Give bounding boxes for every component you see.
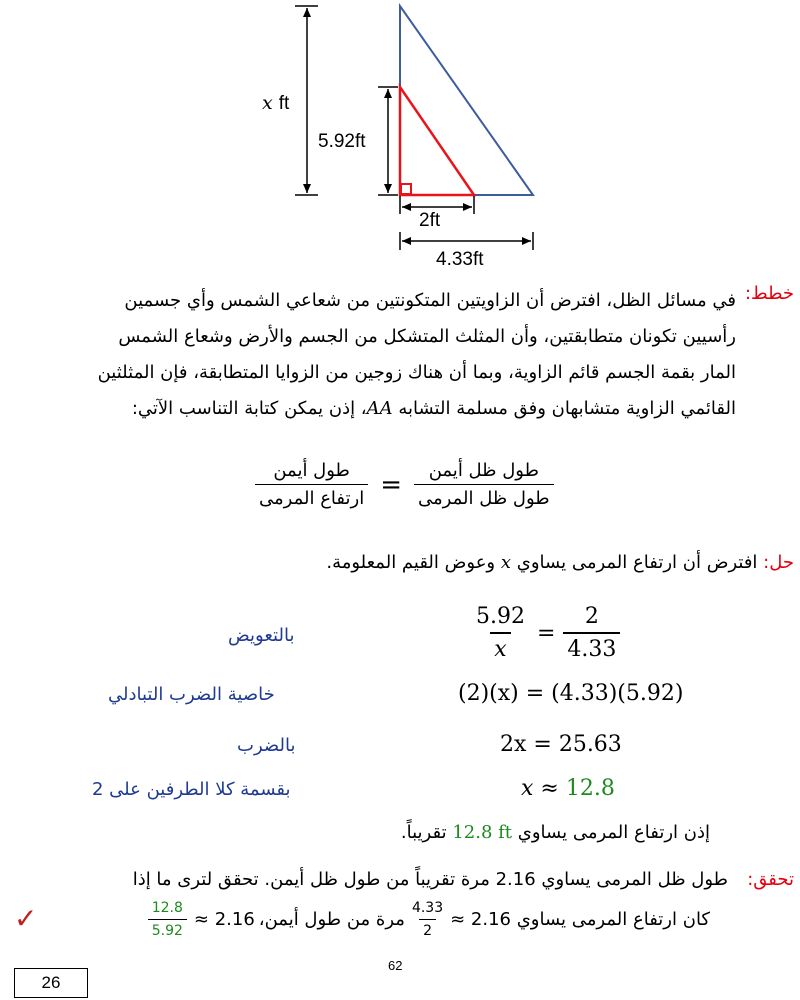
conclusion-line [401, 822, 710, 843]
small-triangle [400, 87, 474, 195]
plan-line-4 [6, 391, 736, 427]
step4-equation [521, 776, 615, 801]
solve-text-b: وعوض القيم المعلومة. [326, 552, 496, 573]
plan-line-1: في مسائل الظل، افترض أن الزاويتين المتكونتين من شعاعي الشمس وأي جسمين [124, 290, 736, 311]
step4-expr-a: x ≈ [521, 776, 566, 801]
plan-line-2: رأسيين تكونان متطابقتين، وأن المثلث المتشكل من الجسم والأرض وشعاع الشمس [118, 326, 736, 347]
label-433ft: 4.33ft [436, 249, 484, 270]
conclusion-value: 12.8 ft [452, 822, 513, 843]
step2-equation: (2)(x) = (4.33)(5.92) [458, 681, 684, 706]
large-triangle [400, 6, 533, 195]
check-frac2-num: 12.8 [151, 900, 183, 916]
label-2ft: 2ft [419, 210, 441, 231]
plan-line-4-text: القائمي الزاوية متشابهان وفق مسلمة التشابه [398, 398, 736, 419]
plan-line-4-end: ، إذن يمكن كتابة التناسب الآتي: [131, 398, 367, 419]
right-denominator: طول ظل المرمى [414, 484, 554, 509]
right-angle-marker [401, 184, 411, 194]
solve-variable: x [500, 552, 512, 573]
page-number-center: 62 [388, 958, 403, 973]
similar-triangles-figure [0, 0, 800, 275]
step1-equation [472, 604, 620, 662]
checkmark-icon: ✓ [14, 902, 38, 935]
step1-equals: = [536, 620, 556, 646]
x-ft-label [262, 92, 289, 115]
check-frac-433-2 [408, 900, 447, 939]
step1-frac-right [563, 604, 620, 662]
check-line-1: طول ظل المرمى يساوي 2.16 مرة تقريباً من طول ظل أيمن. تحقق لترى ما إذا [132, 869, 728, 890]
step1-den-left: x [490, 632, 510, 662]
step1-num-right: 2 [584, 604, 599, 629]
conclusion-text-b: تقريباً. [400, 822, 447, 843]
step4-label: بقسمة كلا الطرفين على 2 [92, 779, 291, 800]
proportion-left-frac [255, 460, 368, 509]
plan-label: خطط: [744, 283, 794, 304]
conclusion-text-a: إذن ارتفاع المرمى يساوي [517, 822, 710, 843]
proportion [255, 460, 554, 509]
check-label: تحقق: [747, 869, 794, 890]
step1-frac-left [472, 604, 529, 662]
check-frac-128-592 [148, 900, 187, 939]
plan-line-3: المار بقمة الجسم قائم الزاوية، وبما أن هناك زوجين من الزوايا المتطابقة، فإن المثلثين [97, 362, 736, 383]
aa-postulate: AA [366, 398, 393, 419]
check-frac1-den: 2 [419, 919, 436, 939]
solve-line [326, 552, 794, 573]
step2-label: خاصية الضرب التبادلي [108, 684, 275, 705]
right-numerator: طول ظل أيمن [428, 460, 539, 481]
left-denominator: ارتفاع المرمى [255, 484, 368, 509]
x-variable: x [262, 92, 273, 114]
proportion-right-frac [414, 460, 554, 509]
equals-sign: = [380, 469, 403, 500]
check-line2-text-b: مرة من طول أيمن، [258, 909, 405, 930]
step1-label: بالتعويض [228, 625, 295, 646]
step3-label: بالضرب [237, 735, 296, 756]
check-line-2 [145, 900, 710, 939]
check-line2-text-a: كان ارتفاع المرمى يساوي 2.16 ≈ [450, 909, 710, 930]
label-592ft: 5.92ft [318, 131, 366, 152]
solve-text-a: افترض أن ارتفاع المرمى يساوي [516, 552, 758, 573]
step1-den-right: 4.33 [563, 632, 620, 662]
ft-unit: ft [278, 93, 290, 114]
step1-num-left: 5.92 [476, 604, 525, 629]
plan-paragraph [6, 283, 736, 427]
check-frac1-num: 4.33 [411, 900, 444, 916]
check-approx: 2.16 ≈ [193, 909, 255, 930]
left-numerator: طول أيمن [273, 460, 350, 481]
page-number-box: 26 [14, 968, 88, 998]
step4-result: 12.8 [565, 776, 615, 801]
step3-equation: 2x = 25.63 [500, 732, 622, 757]
check-frac2-den: 5.92 [148, 919, 187, 939]
solve-label: حل: [763, 552, 794, 573]
